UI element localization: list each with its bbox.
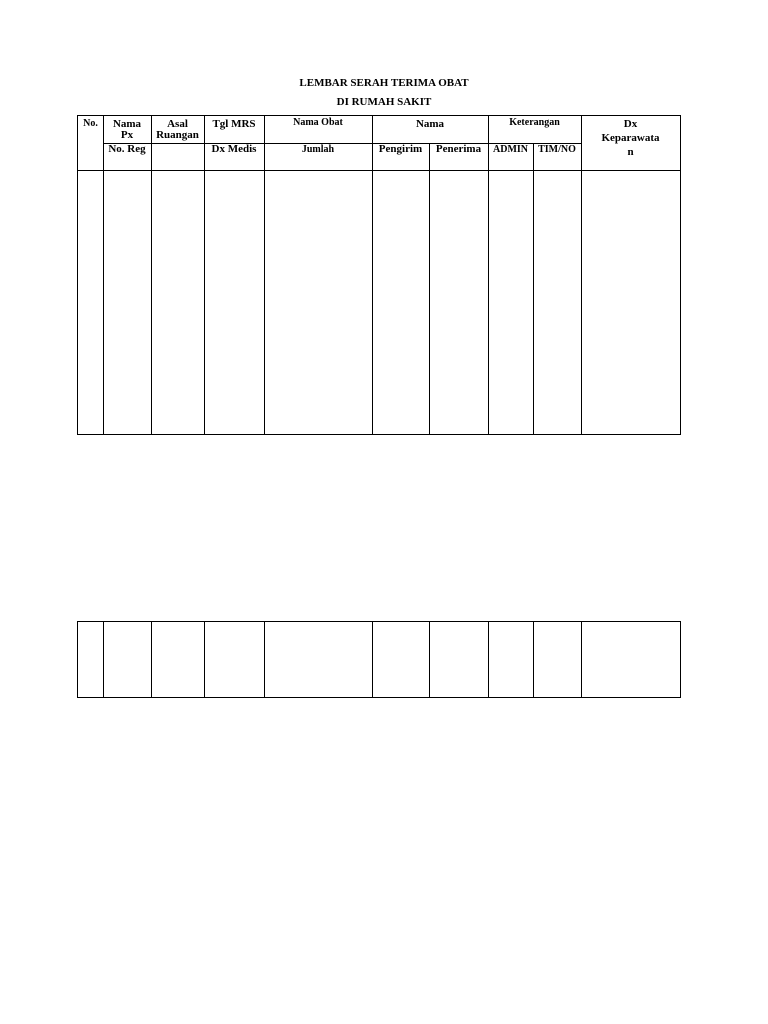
header-tim-no: TIM/NO (538, 144, 576, 155)
header-nama-px-line2: Px (120, 129, 134, 141)
column-divider (488, 116, 489, 434)
header-no: No. (83, 118, 98, 129)
header-tgl-mrs: Tgl MRS (212, 118, 256, 130)
column-divider (581, 622, 582, 697)
header-dx-medis: Dx Medis (211, 143, 257, 155)
column-divider (372, 116, 373, 434)
header-admin: ADMIN (493, 144, 528, 155)
column-divider (429, 622, 430, 697)
column-divider (429, 143, 430, 434)
header-penerima: Penerima (435, 143, 482, 155)
header-dx-kep-line2: Keparawata (601, 132, 660, 144)
header-nama-obat: Nama Obat (293, 117, 343, 128)
header-pengirim: Pengirim (378, 143, 423, 155)
column-divider (533, 622, 534, 697)
column-divider (264, 622, 265, 697)
header-bottom-divider (78, 170, 680, 171)
document-subtitle: DI RUMAH SAKIT (336, 96, 432, 108)
header-dx-kep-line1: Dx (623, 118, 638, 130)
empty-row-table (77, 621, 681, 698)
header-asal-line1: Asal (167, 118, 188, 130)
header-jumlah: Jumlah (301, 144, 335, 155)
column-divider (264, 116, 265, 434)
column-divider (204, 116, 205, 434)
column-divider (151, 116, 152, 434)
column-divider (488, 622, 489, 697)
header-keterangan: Keterangan (509, 117, 560, 128)
header-no-reg: No. Reg (108, 143, 146, 155)
column-divider (372, 622, 373, 697)
document-title: LEMBAR SERAH TERIMA OBAT (299, 77, 469, 89)
column-divider (581, 116, 582, 434)
header-nama-px-line1: Nama (112, 118, 142, 130)
column-divider (151, 622, 152, 697)
column-divider (103, 622, 104, 697)
column-divider (204, 622, 205, 697)
handover-table (77, 115, 681, 435)
header-asal-line2: Ruangan (156, 129, 199, 141)
header-dx-kep-line3: n (627, 146, 634, 158)
column-divider (533, 143, 534, 434)
header-nama: Nama (415, 118, 445, 130)
column-divider (103, 116, 104, 434)
